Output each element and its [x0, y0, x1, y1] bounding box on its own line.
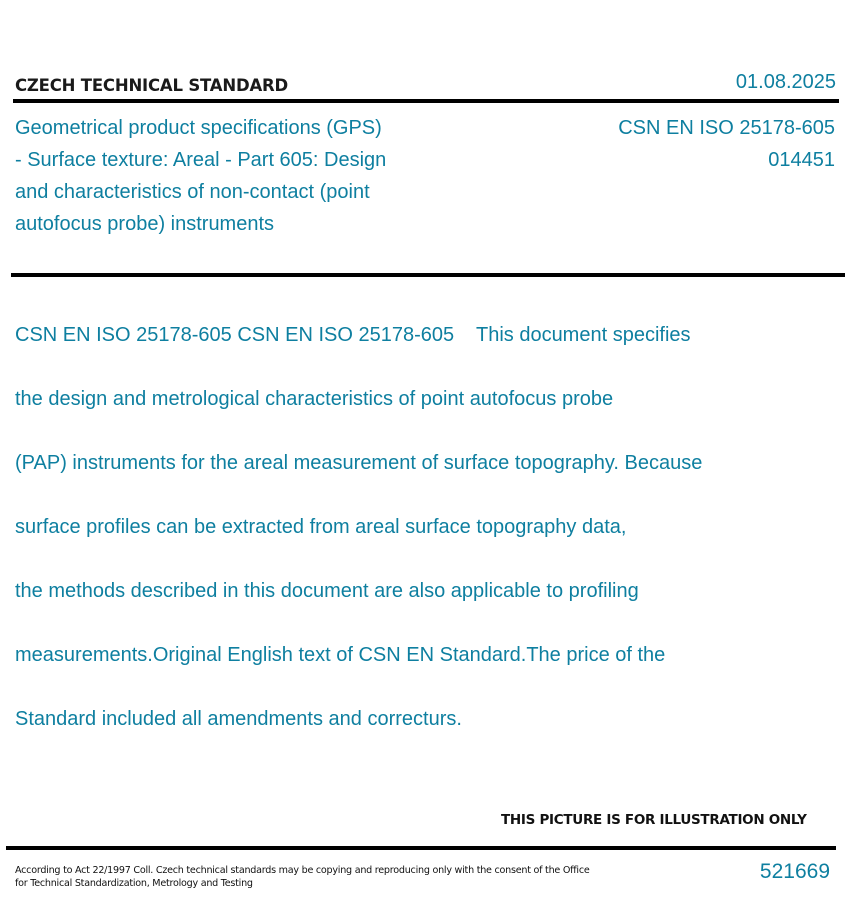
header-label: CZECH TECHNICAL STANDARD — [15, 76, 289, 95]
top-divider — [13, 99, 839, 103]
abstract-line: (PAP) instruments for the areal measurement of surface topography. Because — [15, 452, 703, 474]
legal-line: for Technical Standardization, Metrology and Testing — [15, 878, 253, 889]
standard-identifiers — [618, 112, 835, 176]
abstract-line: measurements.Original English text of CSN EN Standard.The price of the — [15, 644, 666, 666]
catalog-number: 014451 — [768, 149, 835, 171]
abstract-text — [15, 287, 775, 767]
abstract-line: CSN EN ISO 25178-605 CSN EN ISO 25178-605 This document specifies — [15, 324, 691, 346]
standard-designation: CSN EN ISO 25178-605 — [618, 117, 835, 139]
title-line: - Surface texture: Areal - Part 605: Design — [15, 149, 387, 171]
abstract-line: the design and metrological characteristics of point autofocus probe — [15, 388, 614, 410]
abstract-line: Standard included all amendments and correcturs. — [15, 708, 462, 730]
title-line: Geometrical product specifications (GPS) — [15, 117, 382, 139]
bottom-divider — [6, 846, 836, 850]
title-line: and characteristics of non-contact (point — [15, 181, 370, 203]
middle-divider — [11, 273, 845, 277]
abstract-line: surface profiles can be extracted from areal surface topography data, — [15, 516, 627, 538]
publication-date: 01.08.2025 — [735, 71, 836, 93]
footer-code: 521669 — [759, 860, 830, 883]
abstract-line: the methods described in this document are also applicable to profiling — [15, 580, 639, 602]
legal-notice — [15, 864, 615, 890]
title-line: autofocus probe) instruments — [15, 213, 275, 235]
legal-line: According to Act 22/1997 Coll. Czech technical standards may be copying and reproducing only with the consent of the Office — [15, 865, 590, 876]
illustration-note: THIS PICTURE IS FOR ILLUSTRATION ONLY — [501, 812, 807, 828]
standard-title — [15, 112, 435, 240]
